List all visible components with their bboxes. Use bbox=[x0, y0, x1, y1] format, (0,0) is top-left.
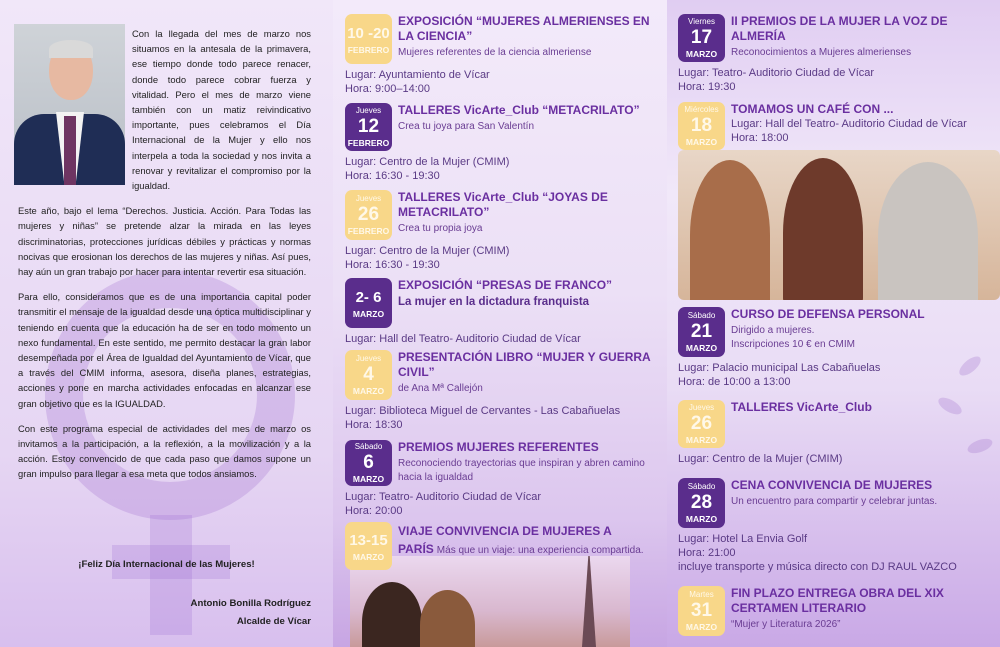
date-month: MARZO bbox=[352, 473, 385, 484]
event-title: TALLERES VicArte_Club bbox=[731, 400, 872, 414]
letter-paragraph: Este año, bajo el lema “Derechos. Justicia. Acción. Para Todas las mujeres y niñas” se pretende alzar la mirada en las leyes discriminatorias, protecciones jurídicas débiles y prácticas y normas nocivas que erosionan los derechos de las mujeres y niñas. Así pues, hay aún un gran trabajo por hacer para intentar revertir esa situación. bbox=[18, 205, 311, 278]
event-text bbox=[731, 102, 996, 145]
date-weekday: Jueves bbox=[355, 105, 382, 115]
date-month: MARZO bbox=[685, 621, 718, 632]
event-detail: Lugar: Ayuntamiento de Vícar bbox=[345, 69, 490, 81]
event-details bbox=[345, 68, 663, 96]
event-title: EXPOSICIÓN “PRESAS DE FRANCO” bbox=[398, 278, 613, 292]
date-badge bbox=[345, 190, 392, 240]
event-subtitle: La mujer en la dictadura franquista bbox=[398, 296, 590, 308]
date-badge bbox=[345, 350, 392, 400]
letter-paragraph: Con este programa especial de actividades del mes de marzo os invitamos a la participación, a la reflexión, a la movilización y a la acción. Estoy convencido de que cada paso que damos supone un gran impulso para llegar a esa meta que todos ansiamos. bbox=[18, 422, 311, 480]
date-weekday: Viernes bbox=[688, 16, 715, 26]
event-detail: Hora: 19:30 bbox=[678, 81, 736, 93]
date-weekday: Jueves bbox=[355, 193, 382, 203]
date-month: MARZO bbox=[685, 513, 718, 524]
date-number: 10 -20 bbox=[347, 24, 390, 42]
event-text bbox=[398, 440, 663, 485]
event-details bbox=[345, 404, 663, 432]
date-number: 26 bbox=[690, 412, 713, 434]
event-header bbox=[345, 14, 663, 64]
event-text bbox=[398, 14, 663, 60]
date-number: 6 bbox=[363, 451, 374, 473]
event-text bbox=[398, 103, 663, 134]
date-badge bbox=[678, 400, 725, 448]
event-item bbox=[345, 190, 663, 272]
event-header bbox=[345, 522, 663, 570]
date-weekday: Jueves bbox=[355, 353, 382, 363]
date-badge bbox=[345, 522, 392, 570]
mayor-photo bbox=[14, 24, 125, 185]
date-number: 17 bbox=[690, 26, 713, 48]
date-number: 4 bbox=[363, 363, 374, 385]
event-item bbox=[678, 14, 996, 94]
date-badge bbox=[345, 14, 392, 64]
event-header bbox=[678, 307, 996, 357]
event-text bbox=[398, 522, 663, 558]
event-details bbox=[678, 66, 996, 94]
event-item bbox=[678, 478, 996, 574]
greeting: ¡Feliz Día Internacional de las Mujeres! bbox=[78, 559, 255, 570]
event-details bbox=[345, 155, 663, 183]
event-title: PREMIOS MUJERES REFERENTES bbox=[398, 440, 599, 454]
event-detail: Lugar: Biblioteca Miguel de Cervantes - Las Cabañuelas bbox=[345, 405, 621, 417]
event-detail: Hora: 16:30 - 19:30 bbox=[345, 170, 440, 182]
date-month: MARZO bbox=[685, 342, 718, 353]
date-weekday: Jueves bbox=[688, 402, 715, 412]
date-month: MARZO bbox=[685, 136, 718, 147]
event-item bbox=[678, 102, 996, 150]
event-header bbox=[678, 478, 996, 528]
event-item bbox=[678, 400, 996, 466]
event-subtitle: Reconociendo trayectorias que inspiran y abren camino hacia la igualdad bbox=[398, 458, 645, 483]
event-item bbox=[345, 350, 663, 432]
letter-paragraph: Para ello, consideramos que es de una importancia capital poder transmitir el mensaje de la igualdad desde una óptica multidisciplinar y teniendo en cuenta que la educación ha de ser en todo momento un nexo fundamental. En este sentido, me permito destacar la gran labor desempeñada por el Área de Igualdad del Ayuntamiento de Vícar, que a través del CMIM informa, asesora, diseña planes, estrategias, acciones y pone en marcha actividades enfocadas en alcanzar ese gran objetivo que es la IGUALDAD. bbox=[18, 291, 311, 409]
event-title: EXPOSICIÓN “MUJERES ALMERIENSES EN LA CIENCIA” bbox=[398, 14, 650, 43]
date-month: FEBRERO bbox=[347, 225, 390, 236]
date-weekday: Sábado bbox=[687, 310, 716, 320]
event-item bbox=[678, 586, 996, 636]
event-header bbox=[345, 103, 663, 151]
date-month: FEBRERO bbox=[347, 137, 390, 148]
date-number: 13-15 bbox=[349, 531, 388, 549]
event-header bbox=[345, 278, 663, 328]
event-title: TALLERES VicArte_Club “METACRILATO” bbox=[398, 103, 640, 117]
event-subtitle: Crea tu joya para San Valentín bbox=[398, 121, 535, 132]
event-item bbox=[345, 522, 663, 570]
event-detail: Lugar: Palacio municipal Las Cabañuelas bbox=[678, 362, 881, 374]
date-month: FEBRERO bbox=[347, 44, 390, 55]
event-text bbox=[398, 278, 663, 309]
event-detail: Lugar: Hall del Teatro- Auditorio Ciudad de Vícar bbox=[345, 333, 581, 345]
event-details bbox=[345, 490, 663, 518]
event-detail: Lugar: Hotel La Envia Golf bbox=[678, 533, 808, 545]
event-title: VIAJE CONVIVENCIA DE MUJERES A PARÍS bbox=[398, 524, 612, 556]
date-month: MARZO bbox=[685, 48, 718, 59]
letter-body bbox=[14, 24, 311, 482]
date-badge bbox=[345, 440, 392, 486]
signature-role: Alcalde de Vícar bbox=[236, 616, 311, 627]
event-subtitle: Reconocimientos a Mujeres almerienses bbox=[731, 47, 912, 58]
event-item bbox=[345, 440, 663, 518]
event-detail: Hora: 21:00 bbox=[678, 547, 736, 559]
event-text bbox=[398, 350, 663, 396]
event-subtitle: “Mujer y Literatura 2026” bbox=[731, 619, 841, 630]
event-details bbox=[345, 244, 663, 272]
date-weekday: Martes bbox=[689, 589, 714, 599]
date-month: MARZO bbox=[352, 308, 385, 319]
event-item bbox=[345, 14, 663, 96]
event-title: PRESENTACIÓN LIBRO “MUJER Y GUERRA CIVIL” bbox=[398, 350, 651, 379]
event-header bbox=[678, 400, 996, 448]
event-detail: Hora: 18:30 bbox=[345, 419, 403, 431]
event-subtitle: Un encuentro para compartir y celebrar juntas. bbox=[731, 496, 938, 507]
event-details bbox=[678, 452, 996, 466]
event-title: TOMAMOS UN CAFÉ CON ... bbox=[731, 102, 894, 116]
event-detail: Hora: 18:00 bbox=[731, 132, 789, 144]
event-title: CENA CONVIVENCIA DE MUJERES bbox=[731, 478, 933, 492]
event-title: CURSO DE DEFENSA PERSONAL bbox=[731, 307, 925, 321]
women-coffee-image bbox=[678, 150, 1000, 300]
event-detail: Lugar: Hall del Teatro- Auditorio Ciudad de Vícar bbox=[731, 118, 967, 130]
event-detail: Lugar: Centro de la Mujer (CMIM) bbox=[345, 156, 510, 168]
event-text bbox=[731, 14, 996, 60]
date-number: 28 bbox=[690, 491, 713, 513]
event-title: TALLERES VicArte_Club “JOYAS DE METACRILATO” bbox=[398, 190, 608, 219]
event-text bbox=[731, 400, 996, 415]
date-badge bbox=[345, 103, 392, 151]
signature-name: Antonio Bonilla Rodríguez bbox=[190, 598, 311, 609]
event-detail: Lugar: Teatro- Auditorio Ciudad de Vícar bbox=[678, 67, 875, 79]
letter-intro: Con la llegada del mes de marzo nos situamos en la antesala de la primavera, ese tiempo donde todo parece renacer, donde todo parece cobrar fuerza y vitalidad. Pero el mes de marzo viene también con un matiz reivindicativo importante, pues celebramos el Día Internacional de la Mujer y ello nos interpela a toda la sociedad y nos invita a renovar y revitalizar el compromiso por la igualdad. bbox=[132, 28, 311, 192]
date-weekday: Sábado bbox=[687, 481, 716, 491]
event-item bbox=[345, 278, 663, 346]
event-subtitle: Crea tu propia joya bbox=[398, 223, 483, 234]
date-number: 18 bbox=[690, 114, 713, 136]
letter-panel bbox=[0, 0, 333, 647]
event-header bbox=[678, 102, 996, 150]
event-detail: incluye transporte y música directo con DJ RAUL VAZCO bbox=[678, 561, 957, 573]
event-detail: Lugar: Centro de la Mujer (CMIM) bbox=[678, 453, 843, 465]
date-badge bbox=[678, 586, 725, 636]
event-subtitle: Más que un viaje: una experiencia compartida. bbox=[436, 545, 644, 556]
event-header bbox=[345, 350, 663, 400]
event-title: FIN PLAZO ENTREGA OBRA DEL XIX CERTAMEN LITERARIO bbox=[731, 586, 944, 615]
date-weekday: Sábado bbox=[354, 441, 383, 451]
event-header bbox=[345, 440, 663, 486]
date-month: MARZO bbox=[352, 551, 385, 562]
event-item bbox=[678, 307, 996, 389]
date-badge bbox=[678, 102, 725, 150]
event-text bbox=[731, 478, 996, 509]
event-text bbox=[731, 307, 996, 352]
event-details bbox=[731, 117, 996, 145]
date-weekday: Miércoles bbox=[684, 104, 719, 114]
event-detail: Hora: 20:00 bbox=[345, 505, 403, 517]
event-header bbox=[345, 190, 663, 240]
date-badge bbox=[678, 14, 725, 62]
event-subtitle: Dirigido a mujeres. Inscripciones 10 € en CMIM bbox=[731, 325, 855, 350]
date-number: 12 bbox=[357, 115, 380, 137]
event-details bbox=[678, 532, 996, 574]
event-detail: Hora: 9:00–14:00 bbox=[345, 83, 431, 95]
event-title: II PREMIOS DE LA MUJER LA VOZ DE ALMERÍA bbox=[731, 14, 948, 43]
event-subtitle: Mujeres referentes de la ciencia almeriense bbox=[398, 47, 592, 58]
date-month: MARZO bbox=[685, 434, 718, 445]
event-details bbox=[678, 361, 996, 389]
event-text bbox=[398, 190, 663, 236]
event-header bbox=[678, 586, 996, 636]
date-number: 21 bbox=[690, 320, 713, 342]
event-subtitle: de Ana Mª Callejón bbox=[398, 383, 483, 394]
event-text bbox=[731, 586, 996, 632]
date-month: MARZO bbox=[352, 385, 385, 396]
date-badge bbox=[678, 307, 725, 357]
event-details bbox=[345, 332, 663, 346]
date-number: 31 bbox=[690, 599, 713, 621]
date-number: 26 bbox=[357, 203, 380, 225]
event-header bbox=[678, 14, 996, 62]
event-detail: Lugar: Teatro- Auditorio Ciudad de Vícar bbox=[345, 491, 542, 503]
event-item bbox=[345, 103, 663, 183]
event-detail: Hora: de 10:00 a 13:00 bbox=[678, 376, 791, 388]
date-badge bbox=[345, 278, 392, 328]
event-detail: Lugar: Centro de la Mujer (CMIM) bbox=[345, 245, 510, 257]
date-number: 2- 6 bbox=[355, 288, 382, 306]
date-badge bbox=[678, 478, 725, 528]
event-detail: Hora: 16:30 - 19:30 bbox=[345, 259, 440, 271]
